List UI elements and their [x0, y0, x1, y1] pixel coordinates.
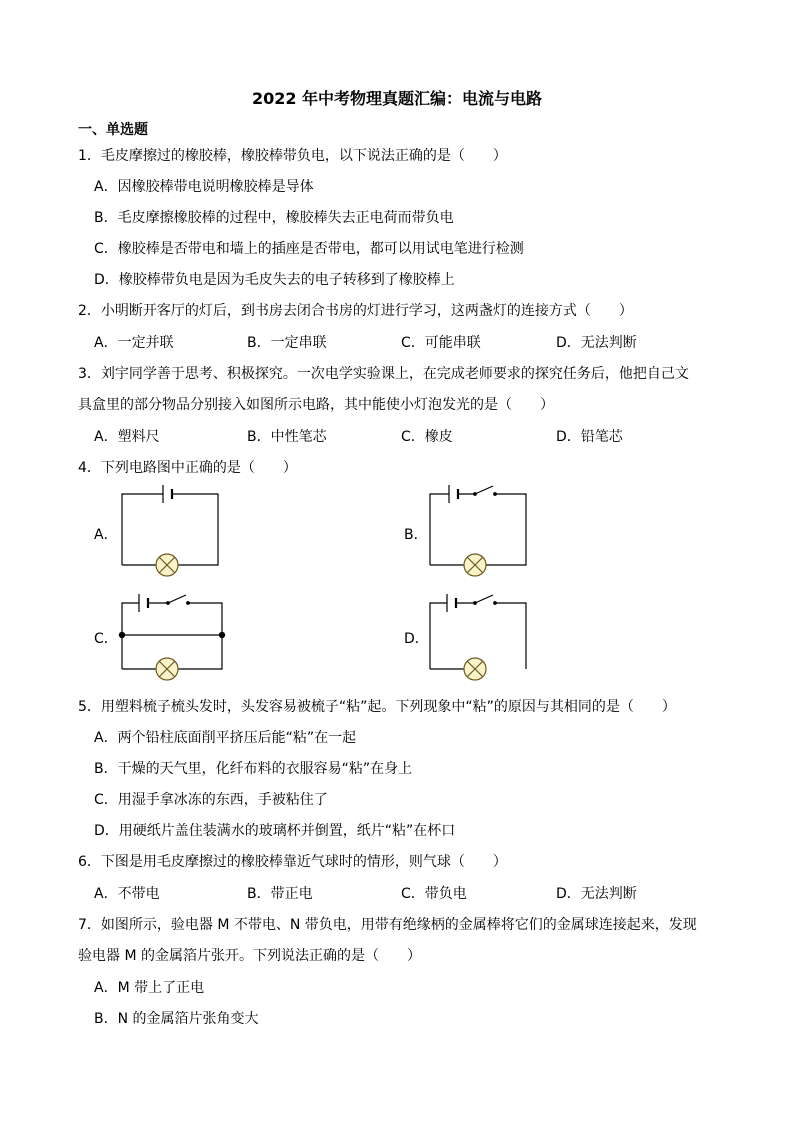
- question-7-stem-line1: 7．如图所示，验电器 M 不带电、N 带负电，用带有绝缘柄的金属棒将它们的金属球连接起来，发现: [78, 917, 697, 933]
- circuit-b-label: B．: [404, 527, 428, 543]
- question-5-option-c: C．用湿手拿冰冻的东西，手被粘住了: [94, 792, 328, 808]
- circuit-a-label: A．: [94, 527, 118, 543]
- question-3-stem-line1: 3．刘宇同学善于思考、积极探究。一次电学实验课上，在完成老师要求的探究任务后，他把自己文: [78, 366, 689, 382]
- circuit-diagram-b: [423, 484, 533, 580]
- question-5-option-a: A．两个铅柱底面削平挤压后能“粘”在一起: [94, 730, 357, 746]
- question-1-option-d: D．橡胶棒带负电是因为毛皮失去的电子转移到了橡胶棒上: [94, 272, 455, 288]
- circuit-diagram-a: [115, 484, 225, 580]
- question-1-option-a: A．因橡胶棒带电说明橡胶棒是导体: [94, 179, 314, 195]
- question-4-stem: 4．下列电路图中正确的是（ ）: [78, 460, 297, 476]
- question-1-option-c: C．橡胶棒是否带电和墙上的插座是否带电，都可以用试电笔进行检测: [94, 241, 524, 257]
- question-1-option-b: B．毛皮摩擦橡胶棒的过程中，橡胶棒失去正电荷而带负电: [94, 210, 454, 226]
- question-1-stem: 1．毛皮摩擦过的橡胶棒，橡胶棒带负电，以下说法正确的是（ ）: [78, 148, 507, 164]
- question-2-option-b: B．一定串联: [247, 335, 327, 351]
- question-7-option-b: B．N 的金属箔片张角变大: [94, 1011, 259, 1027]
- question-6-option-c: C．带负电: [401, 886, 467, 902]
- question-2-stem: 2．小明断开客厅的灯后，到书房去闭合书房的灯进行学习，这两盏灯的连接方式（ ）: [78, 303, 633, 319]
- question-2-option-d: D．无法判断: [556, 335, 637, 351]
- question-7-stem-line2: 验电器 M 的金属箔片张开。下列说法正确的是（ ）: [78, 948, 421, 964]
- question-6-option-d: D．无法判断: [556, 886, 637, 902]
- question-2-option-a: A．一定并联: [94, 335, 174, 351]
- circuit-c-label: C．: [94, 631, 118, 647]
- circuit-diagram-d: [423, 588, 533, 684]
- circuit-d-label: D．: [404, 631, 429, 647]
- question-3-option-b: B．中性笔芯: [247, 429, 327, 445]
- question-3-option-a: A．塑料尺: [94, 429, 160, 445]
- question-6-stem: 6．下图是用毛皮摩擦过的橡胶棒靠近气球时的情形，则气球（ ）: [78, 854, 507, 870]
- question-3-stem-line2: 具盒里的部分物品分别接入如图所示电路，其中能使小灯泡发光的是（ ）: [78, 397, 554, 413]
- circuit-diagram-c: [115, 588, 229, 684]
- page-title: 2022 年中考物理真题汇编：电流与电路: [251, 89, 543, 108]
- question-6-option-a: A．不带电: [94, 886, 160, 902]
- question-5-option-b: B．干燥的天气里，化纤布料的衣服容易“粘”在身上: [94, 761, 413, 777]
- question-3-option-d: D．铅笔芯: [556, 429, 623, 445]
- question-3-option-c: C．橡皮: [401, 429, 453, 445]
- section-heading: 一、单选题: [78, 122, 148, 138]
- question-7-option-a: A．M 带上了正电: [94, 980, 205, 996]
- question-2-option-c: C．可能串联: [401, 335, 481, 351]
- question-5-stem: 5．用塑料梳子梳头发时，头发容易被梳子“粘”起。下列现象中“粘”的原因与其相同的是（ ）: [78, 699, 676, 715]
- question-6-option-b: B．带正电: [247, 886, 313, 902]
- question-5-option-d: D．用硬纸片盖住装满水的玻璃杯并倒置，纸片“粘”在杯口: [94, 823, 456, 839]
